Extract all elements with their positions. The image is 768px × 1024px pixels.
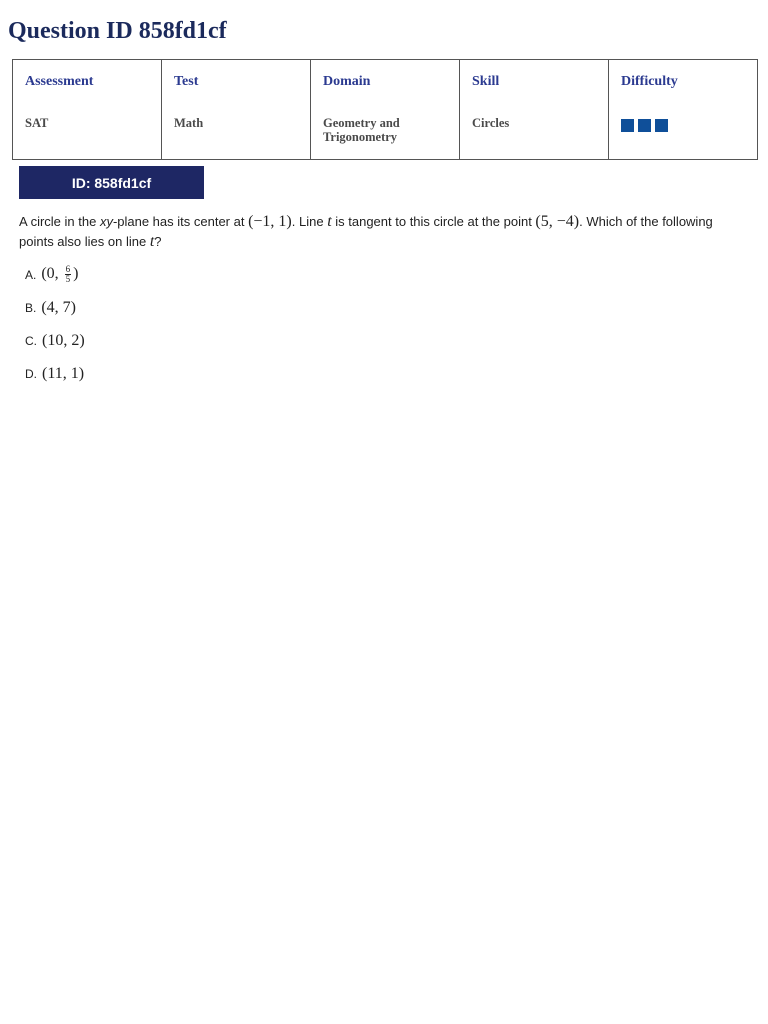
meta-label-domain: Domain [323, 74, 371, 89]
choice-letter: B. [25, 300, 37, 315]
answer-choice-c[interactable] [25, 324, 85, 357]
question-text: -plane has its center at [112, 214, 249, 229]
choice-text: (11, 1) [42, 364, 85, 382]
choice-text: (10, 2) [42, 331, 85, 349]
answer-choice-d[interactable] [25, 357, 85, 390]
choice-text-part: (0, [41, 265, 63, 283]
choice-text: (4, 7) [41, 298, 76, 316]
question-meta-table [12, 59, 758, 160]
meta-cell-difficulty [609, 60, 758, 160]
meta-value-skill: Circles [472, 116, 510, 130]
difficulty-bar [621, 119, 634, 132]
question-text: ? [154, 234, 162, 249]
choice-letter: C. [25, 333, 37, 348]
math-line-variable: t [149, 233, 155, 250]
meta-cell-domain [311, 60, 460, 160]
answer-choice-a[interactable] [25, 258, 85, 291]
difficulty-bar [655, 119, 668, 132]
difficulty-indicator [621, 119, 745, 132]
answer-choice-b[interactable] [25, 291, 85, 324]
meta-label-assessment: Assessment [25, 74, 94, 89]
question-text: is tangent to this circle at the point [331, 214, 536, 229]
meta-value-domain: Geometry and Trigonometry [323, 116, 400, 144]
question-text: xy [99, 214, 113, 229]
math-line-variable: t [327, 213, 332, 230]
answer-choices [25, 258, 85, 390]
meta-cell-skill [460, 60, 609, 160]
choice-text-part: ) [73, 265, 79, 283]
page-title: Question ID 858fd1cf [8, 18, 227, 44]
fraction-numerator: 6 [65, 264, 71, 274]
meta-value-assessment: SAT [25, 116, 49, 130]
difficulty-bar [638, 119, 651, 132]
question-text: A circle in the [19, 214, 100, 229]
math-center-point: (−1, 1) [248, 213, 292, 230]
meta-value-test: Math [174, 116, 204, 130]
meta-label-difficulty: Difficulty [621, 74, 678, 89]
meta-cell-assessment [13, 60, 162, 160]
question-stem [19, 212, 719, 252]
meta-label-test: Test [174, 74, 199, 89]
choice-letter: D. [25, 366, 37, 381]
fraction-denominator: 5 [65, 274, 71, 284]
question-text: . Line [291, 214, 328, 229]
choice-text [41, 265, 78, 284]
meta-cell-test [162, 60, 311, 160]
choice-letter: A. [25, 267, 37, 282]
id-banner: ID: 858fd1cf [19, 166, 204, 199]
question-text: . Which of the following points also lies on line [19, 214, 713, 249]
math-tangent-point: (5, −4) [535, 213, 580, 230]
meta-label-skill: Skill [472, 74, 500, 89]
fraction [65, 265, 72, 284]
